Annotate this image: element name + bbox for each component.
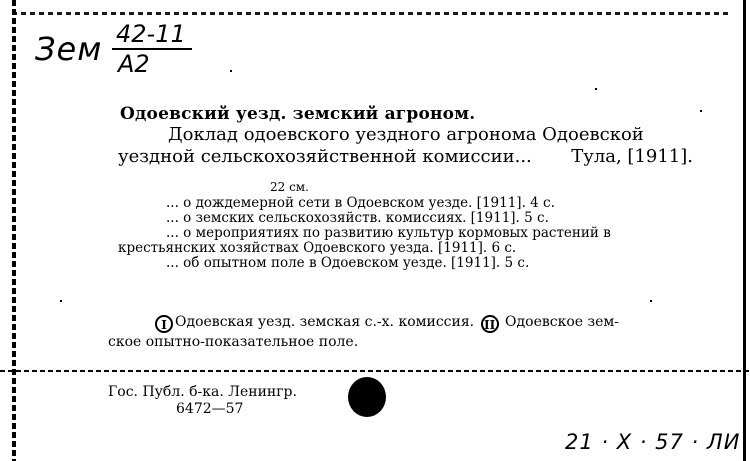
tracing-line-1	[108, 313, 698, 333]
tracing-entry-1: Одоевская уезд. земская с.-х. комиссия.	[175, 314, 475, 330]
speck	[60, 300, 62, 302]
shelf-mark-numerator: 42-11	[112, 20, 192, 50]
contents-item: ... об опытном поле в Одоевском уезде. [1911]. 5 с.	[166, 255, 530, 271]
library-name: Гос. Публ. б-ка. Ленингр.	[108, 384, 297, 400]
punch-hole	[348, 377, 386, 417]
contents-list	[118, 196, 693, 271]
library-code: 6472—57	[176, 401, 244, 417]
card-heading: Одоевский уезд. земский агроном.	[120, 104, 476, 124]
title-statement	[118, 124, 693, 168]
handwritten-classification-code: Зем	[35, 30, 103, 68]
tracings	[108, 313, 698, 352]
contents-item: ... о земских сельскохозяйств. комиссиях. [1911]. 5 с.	[166, 210, 549, 226]
speck	[650, 300, 652, 302]
card-right-border	[743, 0, 746, 461]
title-line-2	[118, 146, 693, 168]
library-stamp	[108, 384, 297, 418]
tracing-marker-1: I	[155, 315, 173, 333]
handwritten-shelf-mark	[112, 20, 192, 78]
card-left-border	[12, 0, 16, 461]
contents-item-continuation: крестьянских хозяйствах Одоевского уезда. [1911]. 6 с.	[118, 240, 517, 256]
tracing-entry-2-start: Одоевское зем-	[505, 314, 620, 330]
speck	[230, 70, 232, 72]
speck	[595, 88, 597, 90]
imprint: Тула, [1911].	[571, 146, 693, 167]
card-top-border	[12, 12, 732, 15]
title-line-1: Доклад одоевского уездного агронома Одоевской	[168, 124, 644, 145]
tracing-line-2: ское опытно-показательное поле.	[108, 334, 359, 350]
handwritten-date: 21 · X · 57 · ЛИ	[565, 430, 741, 454]
card-divider	[0, 370, 750, 372]
title-line-2-text: уездной сельскохозяйственной комиссии...	[118, 146, 532, 167]
shelf-mark-denominator: А2	[118, 50, 150, 78]
physical-description: 22 см.	[270, 180, 309, 194]
speck	[700, 110, 702, 112]
contents-item: ... о дождемерной сети в Одоевском уезде. [1911]. 4 с.	[166, 195, 555, 211]
tracing-marker-2: II	[481, 315, 499, 333]
contents-item: ... о мероприятиях по развитию культур кормовых растений в	[166, 225, 611, 241]
